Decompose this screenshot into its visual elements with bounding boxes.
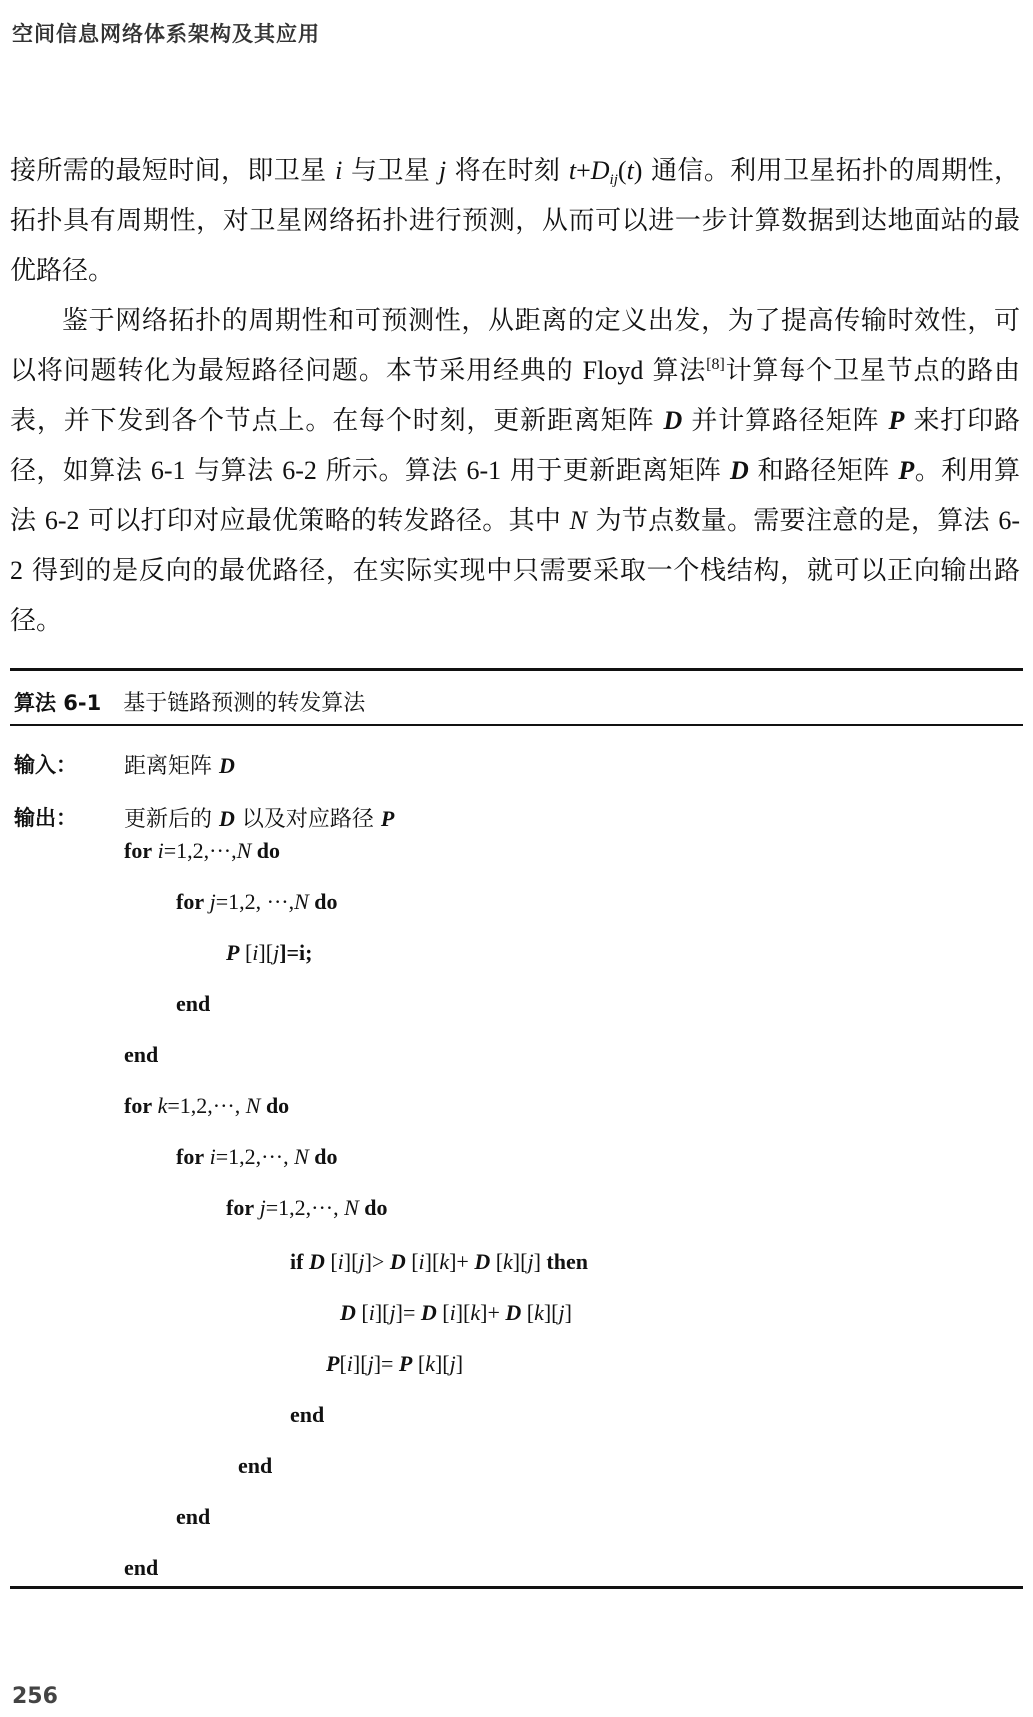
text: 得到的是反向的最优路径，在实际实现中只需要采取一个栈结构，就可以正向输出路径。 (10, 556, 1020, 636)
text: 算法 (643, 356, 707, 386)
paragraph-2 (10, 296, 1020, 646)
var: i (368, 1300, 375, 1325)
var: j (527, 1249, 534, 1274)
var-D: D (219, 806, 235, 831)
var: j (367, 1351, 374, 1376)
keyword: end (124, 1555, 159, 1580)
algorithm-ref: 6-2 (10, 506, 1021, 585)
var-D: D (590, 156, 610, 185)
var: j (273, 940, 280, 965)
var: P (226, 940, 240, 965)
text: [ (521, 1300, 535, 1325)
text: ]> (364, 1249, 390, 1274)
text: 距离矩阵 (124, 754, 213, 779)
text: ][ (512, 1249, 528, 1274)
var-D: D (663, 406, 683, 435)
citation-ref: [8] (706, 356, 725, 373)
code-line-1 (124, 838, 280, 864)
var-P: P (380, 806, 395, 831)
keyword: do (256, 838, 281, 863)
text: [ (412, 1351, 426, 1376)
text: 计算每个卫星节点的路由表，并下发到各个节点上。在每个时刻，更新距离矩阵 (10, 356, 1020, 436)
plus-sign: + (576, 156, 591, 185)
text: =1,2,···, (167, 1093, 246, 1118)
input-label: 输入： (14, 753, 77, 777)
text: =1,2,···, (265, 1195, 345, 1220)
algorithm-header-rule (10, 724, 1023, 726)
keyword: do (265, 1093, 290, 1118)
var: i (337, 1249, 344, 1274)
keyword: for (124, 838, 153, 863)
var-t: t (568, 156, 577, 185)
var-i: i (335, 156, 343, 185)
var: k (439, 1249, 450, 1274)
paren-open: ( (617, 156, 627, 185)
text: 以及对应路径 (241, 807, 374, 832)
code-line-10 (340, 1300, 572, 1326)
text: [ (324, 1249, 338, 1274)
var: j (558, 1300, 565, 1325)
text: [ (339, 1351, 347, 1376)
var: N (344, 1195, 359, 1220)
code-line-5 (124, 1042, 158, 1068)
algorithm-ref: 6-1 (466, 456, 502, 485)
text: 可以打印对应最优策略的转发路径。其中 (79, 506, 570, 536)
var: i (418, 1249, 425, 1274)
code-line-14 (176, 1504, 210, 1530)
var: N (294, 889, 309, 914)
code-line-11 (326, 1351, 463, 1377)
var: i (252, 940, 259, 965)
text: 。利用算法 (10, 456, 1021, 536)
algorithm-title: 基于链路预测的转发算法 (123, 691, 366, 716)
var: k (470, 1300, 481, 1325)
var: N (294, 1144, 309, 1169)
algorithm-number: 算法 6-1 (14, 691, 102, 715)
var: j (449, 1351, 456, 1376)
var-N: N (569, 506, 588, 535)
var: k (503, 1249, 513, 1274)
var: k (157, 1093, 168, 1118)
text: =1,2, ···, (215, 889, 295, 914)
var-t: t (626, 156, 634, 185)
code-line-2 (176, 889, 338, 915)
keyword: end (176, 991, 211, 1016)
var: i (449, 1300, 456, 1325)
text: [ (436, 1300, 450, 1325)
keyword: do (314, 1144, 338, 1169)
text: ][ (543, 1300, 559, 1325)
var: D (420, 1300, 437, 1325)
text: 通信。利用卫星拓扑的周期性，拓扑具有周期性，对卫星网络拓扑进行预测，从而可以进一步计算数据到达地面站的最优路径。 (10, 156, 1021, 286)
text: ][ (434, 1351, 450, 1376)
keyword: do (314, 889, 338, 914)
var: N (236, 838, 252, 863)
code-line-13 (238, 1453, 272, 1479)
var-D: D (730, 456, 749, 485)
var: P (398, 1351, 413, 1376)
text: =1,2,···, (163, 838, 237, 863)
text: ][ (424, 1249, 440, 1274)
algorithm-top-rule (10, 668, 1023, 671)
input-text (124, 749, 235, 780)
code-line-6 (124, 1093, 289, 1119)
text: 和路径矩阵 (748, 456, 899, 486)
keyword: end (290, 1402, 325, 1427)
var: i (209, 1144, 216, 1169)
var: D (340, 1300, 356, 1325)
text: 所示。算法 (316, 456, 467, 486)
algorithm-caption (14, 686, 365, 717)
keyword: end (176, 1504, 211, 1529)
text: ][ (258, 940, 274, 965)
text: ][ (374, 1300, 390, 1325)
running-header: 空间信息网络体系架构及其应用 (12, 22, 320, 46)
body-text (10, 146, 1020, 646)
text: 与卫星 (342, 156, 439, 186)
text: [ (239, 940, 253, 965)
var: D (308, 1249, 325, 1274)
var: D (389, 1249, 406, 1274)
text: ][ (343, 1249, 359, 1274)
text: ]= (373, 1351, 399, 1376)
keyword: for (176, 889, 205, 914)
text: [ (405, 1249, 419, 1274)
keyword: then (546, 1249, 588, 1274)
text: ]+ (449, 1249, 475, 1274)
paren-close: ) (633, 156, 643, 185)
text: ] (455, 1351, 464, 1376)
text: 与算法 (185, 456, 283, 486)
subscript-ij: ij (609, 172, 618, 188)
page-number: 256 (12, 1684, 58, 1709)
var: P (326, 1351, 340, 1376)
output-text (124, 802, 394, 833)
text: 来打印路径，如算法 (10, 406, 1021, 486)
text: [ (490, 1249, 504, 1274)
keyword: for (226, 1195, 255, 1220)
text: [ (355, 1300, 369, 1325)
keyword: if (290, 1249, 304, 1274)
text: 鉴于网络拓扑的周期性和可预测性，从距离的定义出发，为了提高传输时效性，可以将问题转化为最短路径问题。本节采用经典的 (10, 306, 1020, 386)
code-line-12 (290, 1402, 324, 1428)
text: ]+ (480, 1300, 506, 1325)
var: j (389, 1300, 396, 1325)
var: k (534, 1300, 544, 1325)
var-P: P (888, 406, 905, 435)
code-line-8 (226, 1195, 388, 1221)
code-line-9 (290, 1249, 588, 1275)
code-line-4 (176, 991, 210, 1017)
var: j (358, 1249, 365, 1274)
output-label: 输出： (14, 806, 77, 830)
keyword: for (124, 1093, 153, 1118)
paragraph-1 (10, 146, 1020, 296)
text: 更新后的 (124, 807, 213, 832)
var: j (259, 1195, 266, 1220)
algorithm-bottom-rule (10, 1586, 1023, 1589)
keyword: end (124, 1042, 159, 1067)
algorithm-ref: 6-1 (150, 456, 186, 485)
floyd-term: Floyd (582, 356, 644, 385)
text: 用于更新距离矩阵 (501, 456, 731, 486)
text: 接所需的最短时间，即卫星 (10, 156, 336, 186)
var: D (474, 1249, 491, 1274)
var: j (209, 889, 216, 914)
code-line-7 (176, 1144, 338, 1170)
var: N (245, 1093, 261, 1118)
keyword: do (364, 1195, 388, 1220)
algorithm-ref: 6-2 (282, 456, 317, 485)
var: k (425, 1351, 435, 1376)
code-line-15 (124, 1555, 158, 1581)
text: 为节点数量。需要注意的是，算法 (587, 506, 999, 536)
algorithm-ref: 6-2 (44, 506, 80, 535)
var: i (346, 1351, 353, 1376)
text: ][ (352, 1351, 368, 1376)
text: 将在时刻 (446, 156, 569, 186)
text: =1,2,···, (215, 1144, 295, 1169)
keyword: end (238, 1453, 273, 1478)
keyword: for (176, 1144, 205, 1169)
text: ] (533, 1249, 547, 1274)
var-P: P (898, 456, 915, 485)
text: ]= (395, 1300, 421, 1325)
var-D: D (219, 753, 235, 778)
text: 并计算路径矩阵 (682, 406, 889, 436)
text: ]=i; (279, 940, 313, 965)
var-j: j (438, 156, 447, 185)
text: ] (564, 1300, 572, 1325)
var: D (505, 1300, 522, 1325)
var: i (157, 838, 164, 863)
code-line-3 (226, 940, 313, 966)
text: ][ (455, 1300, 471, 1325)
